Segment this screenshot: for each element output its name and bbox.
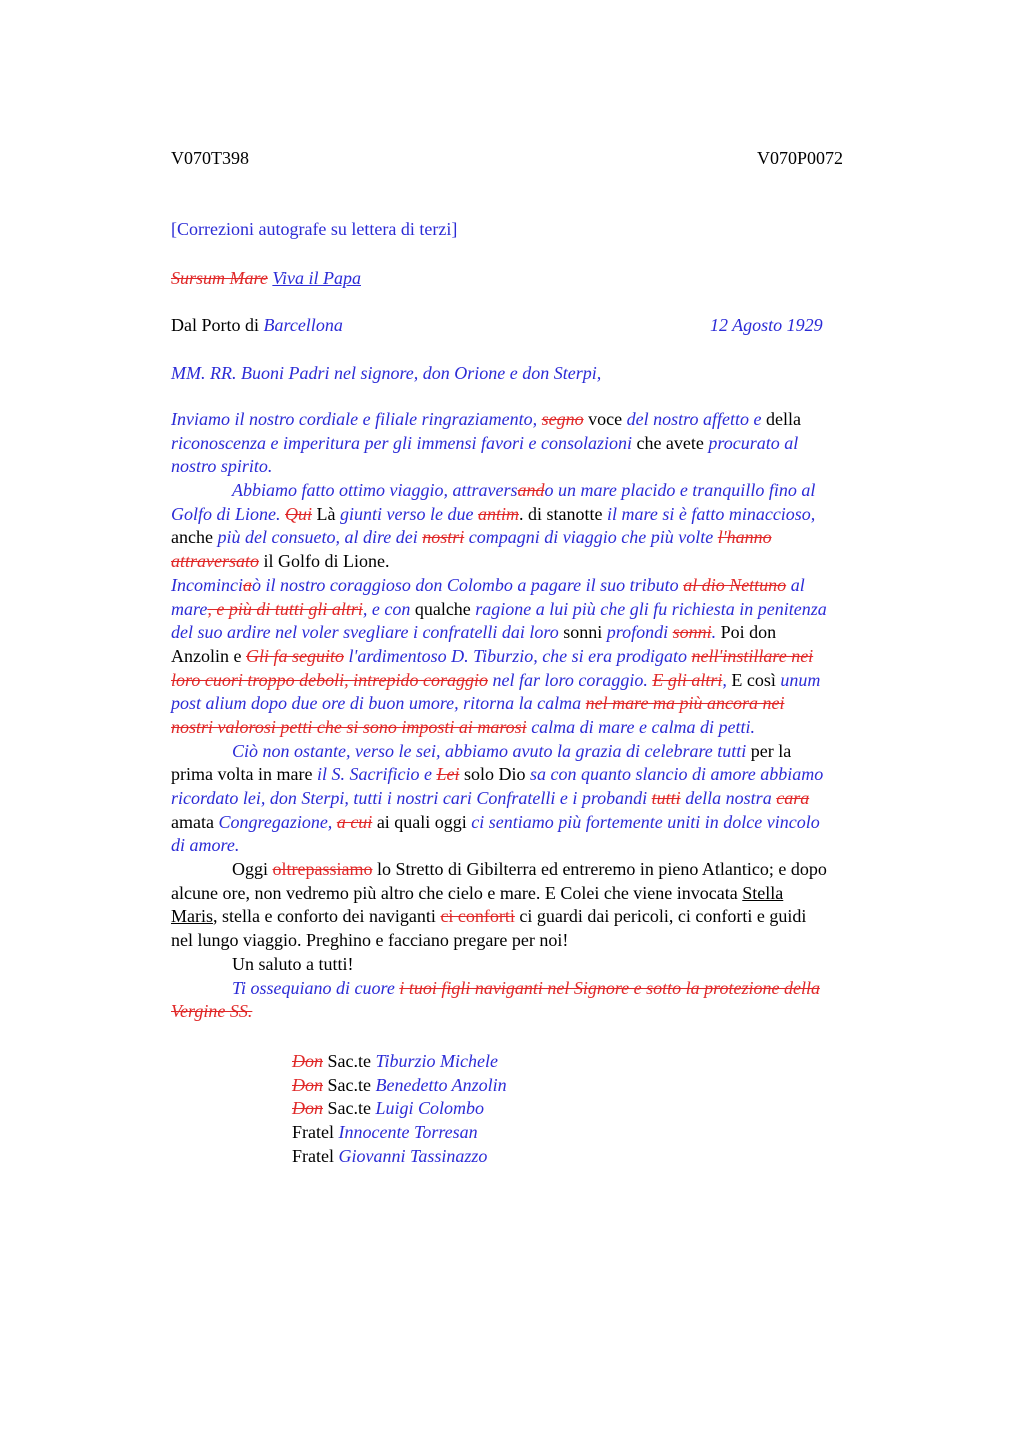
original-text: ai quali oggi bbox=[372, 811, 472, 832]
deleted-text: nel mare ma più ancora nei bbox=[585, 693, 785, 714]
body-line bbox=[171, 526, 925, 550]
inserted-text: Abbiamo fatto ottimo viaggio, attravers bbox=[232, 480, 518, 501]
deleted-text: a cui bbox=[336, 811, 373, 832]
body-line bbox=[171, 550, 925, 574]
deleted-text: sonni bbox=[672, 622, 712, 643]
inserted-text: del suo ardire nel voler svegliare i confratelli dai loro bbox=[171, 622, 564, 643]
body-line bbox=[171, 598, 925, 622]
original-text: prima volta in mare bbox=[171, 764, 317, 785]
body-line bbox=[171, 834, 925, 858]
editorial-note: [Correzioni autografe su lettera di terzi] bbox=[171, 219, 458, 239]
original-text: amata bbox=[171, 811, 219, 832]
deleted-text: Gli fa seguito bbox=[245, 645, 344, 666]
inserted-text: compagni di viaggio che più volte bbox=[464, 527, 718, 548]
inserted-text: . bbox=[711, 622, 717, 643]
motto-deleted: Sursum Mare bbox=[171, 268, 268, 288]
deleted-text: and bbox=[517, 480, 545, 501]
original-text: , stella e conforto dei naviganti bbox=[213, 906, 441, 927]
original-text: qualche bbox=[414, 598, 476, 619]
original-text: Là bbox=[312, 503, 340, 524]
signature-line bbox=[292, 1121, 507, 1145]
body-line bbox=[171, 811, 925, 835]
signature-title: Sac.te bbox=[327, 1051, 371, 1071]
inserted-text: profondi bbox=[606, 622, 673, 643]
inserted-text: ricordato lei, don Sterpi, tutti i nostri cari Confratelli e i probandi bbox=[171, 788, 652, 808]
inserted-text: Inviamo il nostro cordiale e filiale ringraziamento, bbox=[171, 409, 542, 429]
signature-name: Innocente Torresan bbox=[338, 1122, 478, 1143]
body-line bbox=[171, 669, 925, 693]
deleted-text: attraversato bbox=[171, 551, 259, 572]
original-text: lo Stretto di Gibilterra ed entreremo in pieno Atlantico; e dopo bbox=[372, 859, 827, 880]
inserted-text: ci sentiamo più fortemente uniti in dolce vincolo bbox=[471, 811, 820, 832]
signature-deleted-title: Don bbox=[292, 1098, 323, 1119]
body-line bbox=[171, 692, 925, 716]
inserted-text: , e con bbox=[362, 598, 415, 619]
inserted-text: Incominci bbox=[171, 574, 243, 595]
body-line bbox=[171, 929, 925, 953]
inserted-text: nostro spirito. bbox=[171, 456, 273, 477]
signature-block bbox=[292, 1050, 507, 1168]
deleted-text: loro cuori troppo deboli, intrepido coraggio bbox=[171, 669, 488, 690]
original-text: sonni bbox=[563, 622, 607, 643]
place-line bbox=[171, 313, 343, 337]
signature-name: Luigi Colombo bbox=[375, 1098, 485, 1119]
original-text: Poi don bbox=[716, 622, 777, 643]
deleted-text: oltrepassiamo bbox=[272, 859, 373, 880]
inserted-text: giunti verso le due bbox=[340, 503, 478, 524]
document-code-left: V070T398 bbox=[171, 148, 249, 168]
inserted-text: il S. Sacrificio e bbox=[316, 764, 437, 785]
place-prefix: Dal Porto di bbox=[171, 315, 259, 335]
inserted-text: della nostra bbox=[680, 788, 777, 808]
letter-body bbox=[171, 408, 925, 1024]
deleted-text: , e più di tutti gli altri bbox=[207, 598, 363, 619]
signature-line bbox=[292, 1097, 507, 1121]
original-text: Maris bbox=[171, 906, 213, 927]
body-line bbox=[171, 503, 925, 527]
inserted-text: Golfo di Lione. bbox=[171, 503, 286, 524]
body-line bbox=[171, 977, 925, 1001]
inserted-text: Congregazione, bbox=[218, 811, 337, 832]
body-line bbox=[171, 1000, 925, 1024]
inserted-text: post alium dopo due ore di buon umore, ritorna la calma bbox=[171, 693, 586, 714]
document-code-right: V070P0072 bbox=[757, 148, 844, 168]
motto-inserted: Viva il Papa bbox=[272, 268, 361, 288]
inserted-text: di amore. bbox=[171, 835, 240, 856]
body-line bbox=[171, 479, 925, 503]
deleted-text: tutti bbox=[651, 788, 681, 808]
signature-line bbox=[292, 1145, 507, 1169]
original-text: nel lungo viaggio. Preghino e facciano pregare per noi! bbox=[171, 930, 569, 951]
inserted-text: nel far loro coraggio. bbox=[488, 669, 653, 690]
deleted-text: nell'instillare nei bbox=[691, 645, 814, 666]
deleted-text: E gli altri bbox=[652, 669, 723, 690]
deleted-text: Lei bbox=[436, 764, 460, 785]
body-line bbox=[171, 432, 925, 456]
signature-line bbox=[292, 1050, 507, 1074]
signature-name: Tiburzio Michele bbox=[375, 1051, 498, 1071]
body-line bbox=[171, 455, 925, 479]
signature-name: Benedetto Anzolin bbox=[375, 1074, 507, 1095]
body-line bbox=[171, 858, 925, 882]
body-line bbox=[171, 787, 925, 811]
inserted-text: ò il nostro coraggioso don Colombo a pagare il suo tributo bbox=[251, 574, 684, 595]
deleted-text: Vergine SS. bbox=[171, 1001, 253, 1022]
deleted-text: Qui bbox=[285, 503, 313, 524]
original-text: ci guardi dai pericoli, ci conforti e guidi bbox=[514, 906, 807, 927]
salutation: MM. RR. Buoni Padri nel signore, don Orione e don Sterpi, bbox=[171, 363, 602, 383]
original-text: alcune ore, non vedremo più altro che cielo e mare. E Colei che viene invocata bbox=[171, 882, 743, 903]
inserted-text: calma di mare e calma di petti. bbox=[526, 716, 755, 737]
inserted-text: sa con quanto slancio di amore abbiamo bbox=[529, 764, 824, 785]
body-line bbox=[171, 763, 925, 787]
inserted-text: o un mare placido e tranquillo fino al bbox=[544, 480, 816, 501]
deleted-text: ci conforti bbox=[440, 906, 515, 927]
deleted-text: antim bbox=[477, 503, 519, 524]
inserted-text: del nostro affetto e bbox=[626, 409, 762, 429]
inserted-text: , bbox=[722, 669, 727, 690]
original-text: per la bbox=[746, 740, 792, 761]
signature-title: Sac.te bbox=[327, 1098, 371, 1119]
deleted-text: l'hanno bbox=[717, 527, 772, 548]
place-name: Barcellona bbox=[263, 315, 343, 335]
inserted-text: l'ardimentoso D. Tiburzio, che si era prodigato bbox=[343, 645, 692, 666]
inserted-text: ragione a lui più che gli fu richiesta in penitenza bbox=[475, 598, 827, 619]
inserted-text: il mare si è fatto minaccioso, bbox=[607, 503, 816, 524]
deleted-text: cara bbox=[776, 788, 810, 808]
signature-deleted-title: Don bbox=[292, 1074, 323, 1095]
original-text: . di stanotte bbox=[519, 503, 607, 524]
deleted-text: segno bbox=[541, 409, 584, 429]
original-text: Anzolin e bbox=[171, 645, 246, 666]
original-text: che avete bbox=[631, 432, 709, 453]
inserted-text: più del consueto, al dire dei bbox=[217, 527, 423, 548]
body-line bbox=[171, 408, 925, 432]
signature-line bbox=[292, 1074, 507, 1098]
original-text: Stella bbox=[742, 882, 784, 903]
motto-line bbox=[171, 266, 361, 290]
inserted-text: al bbox=[786, 574, 805, 595]
original-text: voce bbox=[583, 409, 627, 429]
body-line bbox=[171, 574, 925, 598]
signature-title: Fratel bbox=[292, 1145, 334, 1166]
inserted-text: procurato al bbox=[708, 432, 799, 453]
signature-title: Fratel bbox=[292, 1122, 334, 1143]
deleted-text: nostri valorosi petti che si sono imposti ai marosi bbox=[171, 716, 527, 737]
body-line bbox=[171, 740, 925, 764]
body-line bbox=[171, 645, 925, 669]
signature-deleted-title: Don bbox=[292, 1051, 323, 1071]
original-text: della bbox=[761, 409, 801, 429]
body-line bbox=[171, 716, 925, 740]
original-text: il Golfo di Lione. bbox=[259, 551, 390, 572]
letter-date: 12 Agosto 1929 bbox=[710, 315, 823, 335]
deleted-text: al dio Nettuno bbox=[683, 574, 787, 595]
inserted-text: Ciò non ostante, verso le sei, abbiamo avuto la grazia di celebrare tutti bbox=[232, 740, 747, 761]
inserted-text: Ti ossequiano di cuore bbox=[232, 977, 400, 998]
body-line bbox=[171, 621, 925, 645]
original-text: Oggi bbox=[232, 859, 273, 880]
signature-name: Giovanni Tassinazzo bbox=[338, 1145, 488, 1166]
body-line bbox=[171, 905, 925, 929]
deleted-text: a bbox=[242, 574, 252, 595]
inserted-text: mare bbox=[171, 598, 208, 619]
inserted-text: riconoscenza e imperitura per gli immensi favori e consolazioni bbox=[171, 432, 632, 453]
original-text: solo Dio bbox=[459, 764, 530, 785]
body-text: Un saluto a tutti! bbox=[232, 953, 354, 974]
body-line bbox=[171, 953, 925, 977]
inserted-text: unum bbox=[780, 669, 821, 690]
deleted-text: nostri bbox=[422, 527, 465, 548]
body-line bbox=[171, 882, 925, 906]
original-text: E così bbox=[726, 669, 781, 690]
deleted-text: i tuoi figli naviganti nel Signore e sotto la protezione della bbox=[399, 977, 820, 998]
original-text: anche bbox=[171, 527, 218, 548]
signature-title: Sac.te bbox=[327, 1074, 371, 1095]
